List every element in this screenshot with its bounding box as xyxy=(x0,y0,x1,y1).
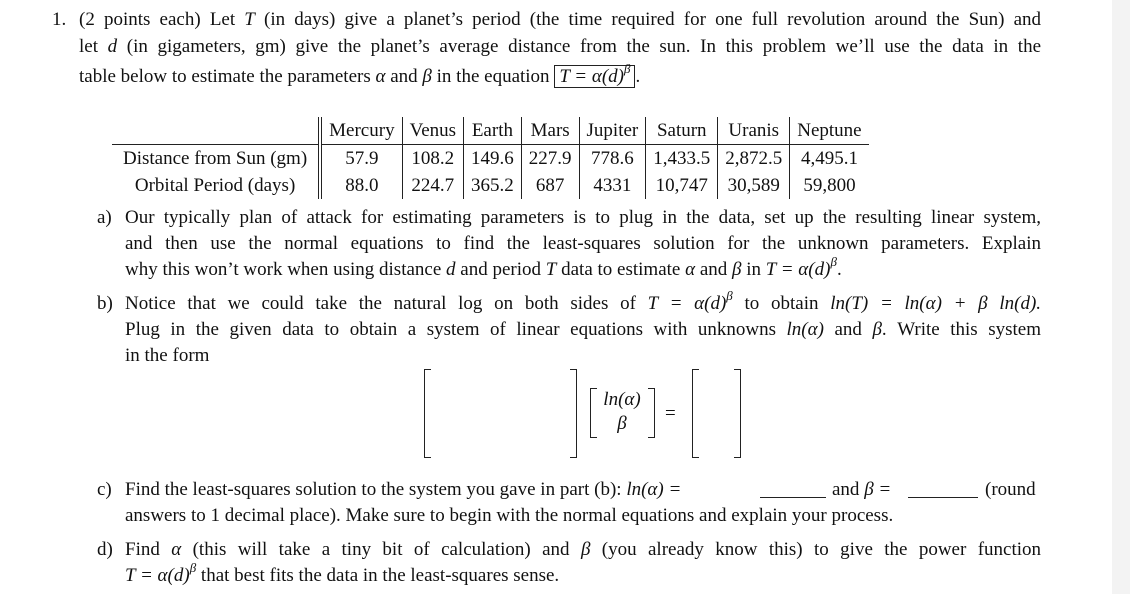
part-d-line-1 xyxy=(125,537,1041,563)
period: . xyxy=(881,319,887,340)
part-b-line-1 xyxy=(125,288,1042,317)
math-equation: T = α(d) xyxy=(765,259,831,280)
part-c-text: Find the least-squares solution to the system you gave in part (b): xyxy=(125,479,622,500)
intro-line-2 xyxy=(79,34,1041,60)
table-row xyxy=(112,172,869,199)
part-a-line-1: Our typically plan of attack for estimating parameters is to plug in the data, set up the resulting linear system, xyxy=(125,207,1041,228)
intro-text: Let xyxy=(209,9,236,30)
part-b-text: and xyxy=(834,319,862,340)
intro-text: and xyxy=(390,66,418,87)
row-label: Distance from Sun (gm) xyxy=(123,147,308,169)
right-margin-strip xyxy=(1112,0,1130,594)
header-cell: Mercury xyxy=(320,117,402,145)
part-d-line-2 xyxy=(125,560,560,589)
table-cell: 227.9 xyxy=(521,145,579,173)
math-ln-alpha: ln(α) xyxy=(786,319,824,340)
header-cell: Uranis xyxy=(718,117,790,145)
math-alpha: α xyxy=(685,259,696,280)
table-corner-cell xyxy=(112,117,320,145)
math-var-t: T xyxy=(244,9,255,30)
table-cell: 108.2 xyxy=(402,145,463,173)
part-a-text: in xyxy=(746,259,762,280)
part-b-text: Plug in the given data to obtain a system of linear equations with unknowns xyxy=(125,319,776,340)
boxed-equation xyxy=(554,61,635,88)
part-a-line-2: and then use the normal equations to find the least-squares solution for the unknown parameters. Explain xyxy=(125,233,1041,254)
period: . xyxy=(836,259,842,280)
part-a-text: data to estimate xyxy=(561,259,681,280)
points-text: (2 points each) xyxy=(79,9,201,30)
math-beta: β xyxy=(732,259,742,280)
part-a-text: and xyxy=(699,259,728,280)
problem-number: 1. xyxy=(52,9,67,30)
table-cell: 149.6 xyxy=(464,145,522,173)
intro-text: (in gigameters, gm) give the planet’s average distance from the sun. In this problem we’ll use the data in the xyxy=(126,36,1042,57)
part-c-label: c) xyxy=(97,479,112,500)
table-cell: 1,433.5 xyxy=(646,145,718,173)
math-var-t: T xyxy=(545,259,557,280)
part-d-text: (you already know this) to give the power function xyxy=(601,539,1042,560)
intro-text: (in days) give a planet’s period (the time required for one full revolution around the Sun) and xyxy=(264,9,1042,30)
part-a-line-3 xyxy=(125,254,842,283)
row-label: Orbital Period (days) xyxy=(134,174,296,196)
header-cell: Jupiter xyxy=(579,117,646,145)
math-equation: T = α(d) xyxy=(647,293,727,314)
vector-beta: β xyxy=(617,413,627,434)
math-log-equation: ln(T) = ln(α) + β ln(d). xyxy=(830,293,1042,314)
part-c-text: and xyxy=(832,479,860,500)
math-beta: β xyxy=(422,66,432,87)
table-cell: 59,800 xyxy=(790,172,869,199)
ln-alpha-answer-blank[interactable] xyxy=(760,497,826,498)
math-alpha: α xyxy=(375,66,386,87)
table-cell: 57.9 xyxy=(320,145,402,173)
math-var-d: d xyxy=(107,36,118,57)
table-cell: 224.7 xyxy=(402,172,463,199)
table-cell: 687 xyxy=(521,172,579,199)
header-cell: Venus xyxy=(402,117,463,145)
table-row xyxy=(112,145,869,173)
beta-answer-blank[interactable] xyxy=(908,497,978,498)
math-equation: T = α(d) xyxy=(125,565,190,586)
math-alpha: α xyxy=(171,539,182,560)
exponent-beta: β xyxy=(726,288,733,303)
part-a-text: and period xyxy=(460,259,542,280)
equals-sign: = xyxy=(665,403,676,424)
table-cell: 88.0 xyxy=(320,172,402,199)
equation-text: T = α(d) xyxy=(559,66,624,87)
matrix-a-left-bracket xyxy=(424,369,431,458)
part-c-and xyxy=(832,477,891,503)
part-d-text: (this will take a tiny bit of calculation) and xyxy=(192,539,570,560)
vector-b-right-bracket xyxy=(734,369,741,458)
part-b-label: b) xyxy=(97,293,113,314)
part-a-text: why this won’t work when using distance xyxy=(125,259,442,280)
header-cell: Mars xyxy=(521,117,579,145)
intro-line-3 xyxy=(79,61,641,90)
part-c-line-2: answers to 1 decimal place). Make sure to begin with the normal equations and explain your process. xyxy=(125,505,894,526)
intro-line-1 xyxy=(79,7,1041,33)
intro-text: let xyxy=(79,36,98,57)
math-beta: β xyxy=(872,319,882,340)
part-b-line-3: in the form xyxy=(125,345,210,366)
table-cell: 365.2 xyxy=(464,172,522,199)
intro-text: table below to estimate the parameters xyxy=(79,66,371,87)
math-var-d: d xyxy=(446,259,456,280)
part-a-label: a) xyxy=(97,207,112,228)
part-c-line-1 xyxy=(125,477,681,503)
math-ln-alpha-eq: ln(α) = xyxy=(626,479,682,500)
vector-b-left-bracket xyxy=(692,369,699,458)
part-b-text: Write this system xyxy=(897,319,1042,340)
planet-data-table xyxy=(112,117,869,199)
matrix-a-right-bracket xyxy=(570,369,577,458)
table-header-row xyxy=(112,117,869,145)
exponent-beta: β xyxy=(624,61,631,76)
header-cell: Neptune xyxy=(790,117,869,145)
math-beta-eq: β = xyxy=(864,479,892,500)
part-b-text: to obtain xyxy=(744,293,819,314)
part-b-text: Notice that we could take the natural log on both sides of xyxy=(125,293,636,314)
table-cell: 778.6 xyxy=(579,145,646,173)
part-b-line-2 xyxy=(125,317,1041,343)
period: . xyxy=(635,66,641,87)
exponent-beta: β xyxy=(830,254,837,269)
table-cell: 2,872.5 xyxy=(718,145,790,173)
part-d-text: that best fits the data in the least-squares sense. xyxy=(200,565,560,586)
header-cell: Earth xyxy=(464,117,522,145)
table-cell: 30,589 xyxy=(718,172,790,199)
table-cell: 4331 xyxy=(579,172,646,199)
part-c-round: (round xyxy=(985,479,1036,500)
header-cell: Saturn xyxy=(646,117,718,145)
part-d-text: Find xyxy=(125,539,160,560)
math-beta: β xyxy=(580,539,591,560)
vector-right-bracket xyxy=(648,388,655,438)
exponent-beta: β xyxy=(189,560,197,575)
part-d-label: d) xyxy=(97,539,113,560)
table-cell: 10,747 xyxy=(646,172,718,199)
intro-text: in the equation xyxy=(436,66,550,87)
vector-ln-alpha: ln(α) xyxy=(603,389,641,410)
table-cell: 4,495.1 xyxy=(790,145,869,173)
